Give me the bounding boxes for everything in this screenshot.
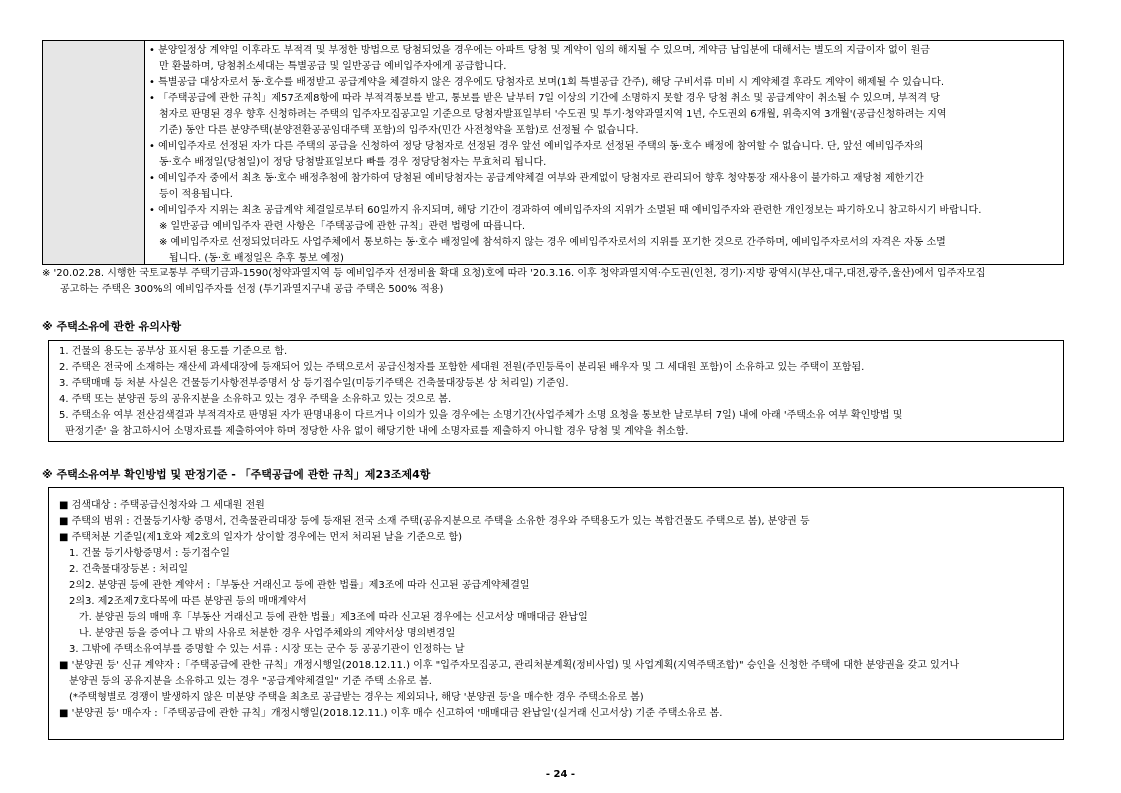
list-item: ■ '분양권 등' 신규 계약자 :「주택공급에 관한 규칙」개정시행일(2018.12.11.) 이후 "입주자모집공고, 관리처분계획(정비사업) 및 사업계획(지역주택조합)" 승인을 신청한 주택에 대한 분양권을 갖고 있거나 <box>59 660 960 671</box>
list-item: 1. 건물의 용도는 공부상 표시된 용도를 기준으로 함. <box>59 346 288 357</box>
notice-line: ※ 예비입주자로 선정되었더라도 사업주체에서 통보하는 동·호수 배정일에 참석하지 않는 경우 예비입주자로서의 지위를 포기한 것으로 간주하며, 예비입주자로서의 자격은 자동 소멸 <box>159 237 946 248</box>
notice-line: • 특별공급 대상자로서 동·호수를 배정받고 공급계약을 체결하지 않은 경우에도 당첨자로 보며(1회 특별공급 간주), 해당 구비서류 미비 시 계약체결 후라도 계약이 해제될 수 있습니다. <box>149 77 945 88</box>
notice-line: • 「주택공급에 관한 규칙」제57조제8항에 따라 부적격통보를 받고, 통보를 받은 날부터 7일 이상의 기간에 소명하지 못할 경우 당첨 취소 및 공급계약이 취소될 수 있으며, 부적격 당 <box>149 93 940 104</box>
page-number: - 24 - <box>545 769 576 780</box>
notice-line: 등이 적용됩니다. <box>159 189 233 200</box>
section-title-ownership-criteria: ※ 주택소유여부 확인방법 및 판정기준 - 「주택공급에 관한 규칙」제23조제4항 <box>42 468 431 481</box>
notice-line: • 분양일정상 계약일 이후라도 부적격 및 부정한 방법으로 당첨되었을 경우에는 아파트 당첨 및 계약이 임의 해지될 수 있으며, 계약금 납입분에 대해서는 별도의 지급이자 없이 원금 <box>149 45 930 56</box>
list-item: 3. 그밖에 주택소유여부를 증명할 수 있는 서류 : 시장 또는 군수 등 공공기관이 인정하는 날 <box>69 644 465 655</box>
table-label-cell <box>43 41 145 264</box>
list-item: 2. 주택은 전국에 소재하는 재산세 과세대장에 등재되어 있는 주택으로서 공급신청자를 포함한 세대원 전원(주민등록이 분리된 배우자 및 그 세대원 포함)이 소유하고 있는 주택이 포함됨. <box>59 362 865 373</box>
notice-line: ※ 일반공급 예비입주자 관련 사항은「주택공급에 관한 규칙」관련 법령에 따릅니다. <box>159 221 526 232</box>
list-item: ■ 주택처분 기준일(제1호와 제2호의 일자가 상이할 경우에는 먼저 처리된 날을 기준으로 함) <box>59 532 463 543</box>
list-item: ■ '분양권 등' 매수자 :「주택공급에 관한 규칙」개정시행일(2018.12.11.) 이후 매수 신고하여 '매매대금 완납일'(실거래 신고서상) 기준 주택소유로 봄. <box>59 708 723 719</box>
list-item: 2. 건축물대장등본 : 처리일 <box>69 564 189 575</box>
notice-line: • 예비입주자로 선정된 자가 다른 주택의 공급을 신청하여 정당 당첨자로 선정된 경우 앞선 예비입주자로 선정된 주택의 동·호수 배정에 참여할 수 없습니다. 단, 앞선 예비입주자의 <box>149 141 924 152</box>
list-item: 4. 주택 또는 분양권 등의 공유지분을 소유하고 있는 경우 주택을 소유하고 있는 것으로 봄. <box>59 394 452 405</box>
list-item: 가. 분양권 등의 매매 후「부동산 거래신고 등에 관한 법률」제3조에 따라 신고된 경우에는 신고서상 매매대금 완납일 <box>79 612 588 623</box>
notice-line: 됩니다. (동·호 배정일은 추후 통보 예정) <box>169 253 344 264</box>
notice-line: 첨자로 판명된 경우 향후 신청하려는 주택의 입주자모집공고일 기준으로 당첨자발표일부터 '수도권 및 투기·청약과열지역 1년, 수도권외 6개월, 위축지역 3개월'(공급신청하려는 지역 <box>159 109 947 120</box>
list-item: 5. 주택소유 여부 전산검색결과 부적격자로 판명된 자가 판명내용이 다르거나 이의가 있을 경우에는 소명기간(사업주체가 소명 요청을 통보한 날로부터 7일) 내에 아래 '주택소유 여부 확인방법 및 <box>59 410 903 421</box>
list-item: ■ 주택의 범위 : 건물등기사항 증명서, 건축물관리대장 등에 등재된 전국 소재 주택(공유지분으로 주택을 소유한 경우와 주택용도가 있는 복합건물도 주택으로 봄), 분양권 등 <box>59 516 810 527</box>
list-item: 나. 분양권 등을 증여나 그 밖의 사유로 처분한 경우 사업주체와의 계약서상 명의변경일 <box>79 628 456 639</box>
notice-line: 만 환불하며, 당첨취소세대는 특별공급 및 일반공급 예비입주자에게 공급합니다. <box>159 61 507 72</box>
list-item: 3. 주택매매 등 처분 사실은 건물등기사항전부증명서 상 등기접수일(미등기주택은 건축물대장등본 상 처리일) 기준임. <box>59 378 569 389</box>
ownership-criteria-box <box>48 487 1064 740</box>
list-item: 2의3. 제2조제7호다목에 따른 분양권 등의 매매계약서 <box>69 596 307 607</box>
notice-line: • 예비입주자 중에서 최초 동·호수 배정추첨에 참가하여 당첨된 예비당첨자는 공급계약체결 여부와 관계없이 당첨자로 관리되어 향후 청약통장 재사용이 불가하고 재당첨 제한기간 <box>149 173 924 184</box>
notice-line: 동·호수 배정일(당첨일)이 정당 당첨발표일보다 빠를 경우 정당당첨자는 무효처리 됩니다. <box>159 157 547 168</box>
footnote-line-1: ※ '20.02.28. 시행한 국토교통부 주택기금과-1590(청약과열지역 등 예비입주자 선정비율 확대 요청)호에 따라 '20.3.16. 이후 청약과열지역·수도권(인천, 경기)·지방 광역시(부산,대구,대전,광주,울산)에서 입주자모집 <box>42 268 986 279</box>
list-item: 판정기준' 을 참고하시어 소명자료를 제출하여야 하며 정당한 사유 없이 해당기한 내에 소명자료를 제출하지 아니할 경우 당첨 및 계약을 취소함. <box>65 426 689 437</box>
notice-table <box>42 40 1064 265</box>
list-item: (*주택형별로 경쟁이 발생하지 않은 미분양 주택을 최초로 공급받는 경우는 제외되나, 해당 '분양권 등'을 매수한 경우 주택소유로 봄) <box>69 692 644 703</box>
list-item: 분양권 등의 공유지분을 소유하고 있는 경우 "공급계약체결일" 기준 주택 소유로 봄. <box>69 676 432 687</box>
list-item: 2의2. 분양권 등에 관한 계약서 :「부동산 거래신고 등에 관한 법률」제3조에 따라 신고된 공급계약체결일 <box>69 580 530 591</box>
section-title-ownership-notes: ※ 주택소유에 관한 유의사항 <box>42 320 182 333</box>
list-item: 1. 건물 등기사항증명서 : 등기접수일 <box>69 548 230 559</box>
table-content-cell <box>145 41 1063 264</box>
notice-line: 기준) 동안 다른 분양주택(분양전환공공임대주택 포함)의 입주자(민간 사전청약을 포함)로 선정될 수 없습니다. <box>159 125 639 136</box>
notice-line: • 예비입주자 지위는 최초 공급계약 체결일로부터 60일까지 유지되며, 해당 기간이 경과하여 예비입주자의 지위가 소멸된 때 예비입주자와 관련한 개인정보는 파기하오니 참고하시기 바랍니다. <box>149 205 982 216</box>
list-item: ■ 검색대상 : 주택공급신청자와 그 세대원 전원 <box>59 500 265 511</box>
footnote <box>42 266 1072 298</box>
ownership-notes-box <box>48 340 1064 442</box>
footnote-line-2: 공고하는 주택은 300%의 예비입주자를 선정 (투기과열지구내 공급 주택은 500% 적용) <box>60 284 444 295</box>
